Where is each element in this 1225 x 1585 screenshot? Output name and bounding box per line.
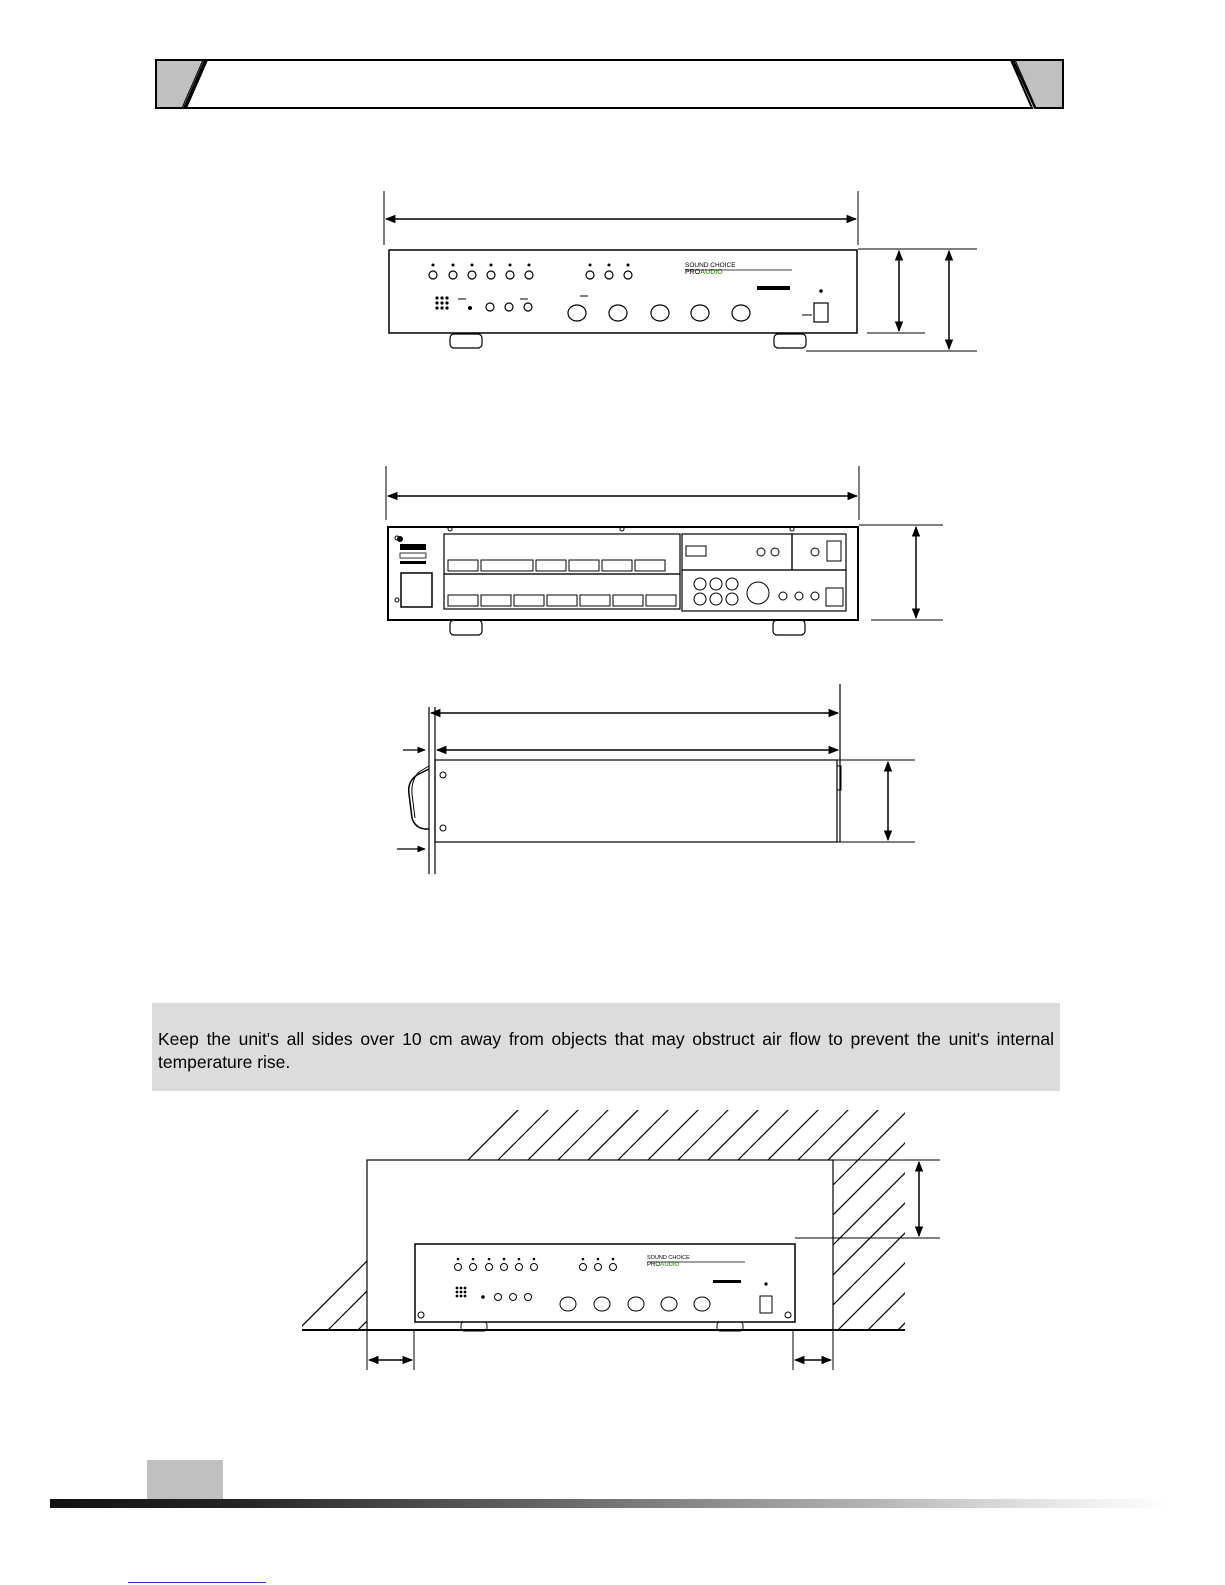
side-body [435,760,837,842]
front-brand-line1: SOUND CHOICE [685,262,736,269]
front-brand-line2: PROAUDIO [685,269,723,276]
bottom-link-underline[interactable] [128,1582,266,1583]
side-handle [409,769,429,829]
cabinet-opening [367,1160,833,1330]
front-foot-right [774,334,806,348]
rack-logo-area [397,536,426,564]
header-banner [155,58,1065,112]
front-panel-knobs-row1 [429,271,632,279]
front-view-diagram [370,185,990,360]
banner-title-frame [186,60,1032,108]
ventilation-notice [152,1003,1060,1091]
ventilation-notice-text: Keep the unit's all sides over 10 cm away from objects that may obstruct air flow to prevent the unit's internal temperature rise. [158,1029,1054,1072]
clearance-diagram [300,1108,950,1383]
front-power-switch [814,303,828,322]
side-view-diagram [395,682,925,877]
rack-power-switch [401,573,432,607]
front-panel-body [389,250,857,333]
front-foot-left [450,334,482,348]
rack-foot-right [773,620,805,635]
rack-front-view-diagram [370,460,960,640]
clearance-brand-line1: SOUND CHOICE [647,1255,690,1261]
front-display-slot [757,286,790,290]
rack-foot-left [450,620,482,635]
footer-gradient-bar [50,1499,1170,1508]
page-number-tab [147,1460,223,1502]
clearance-brand-line2: PROAUDIO [647,1262,680,1268]
